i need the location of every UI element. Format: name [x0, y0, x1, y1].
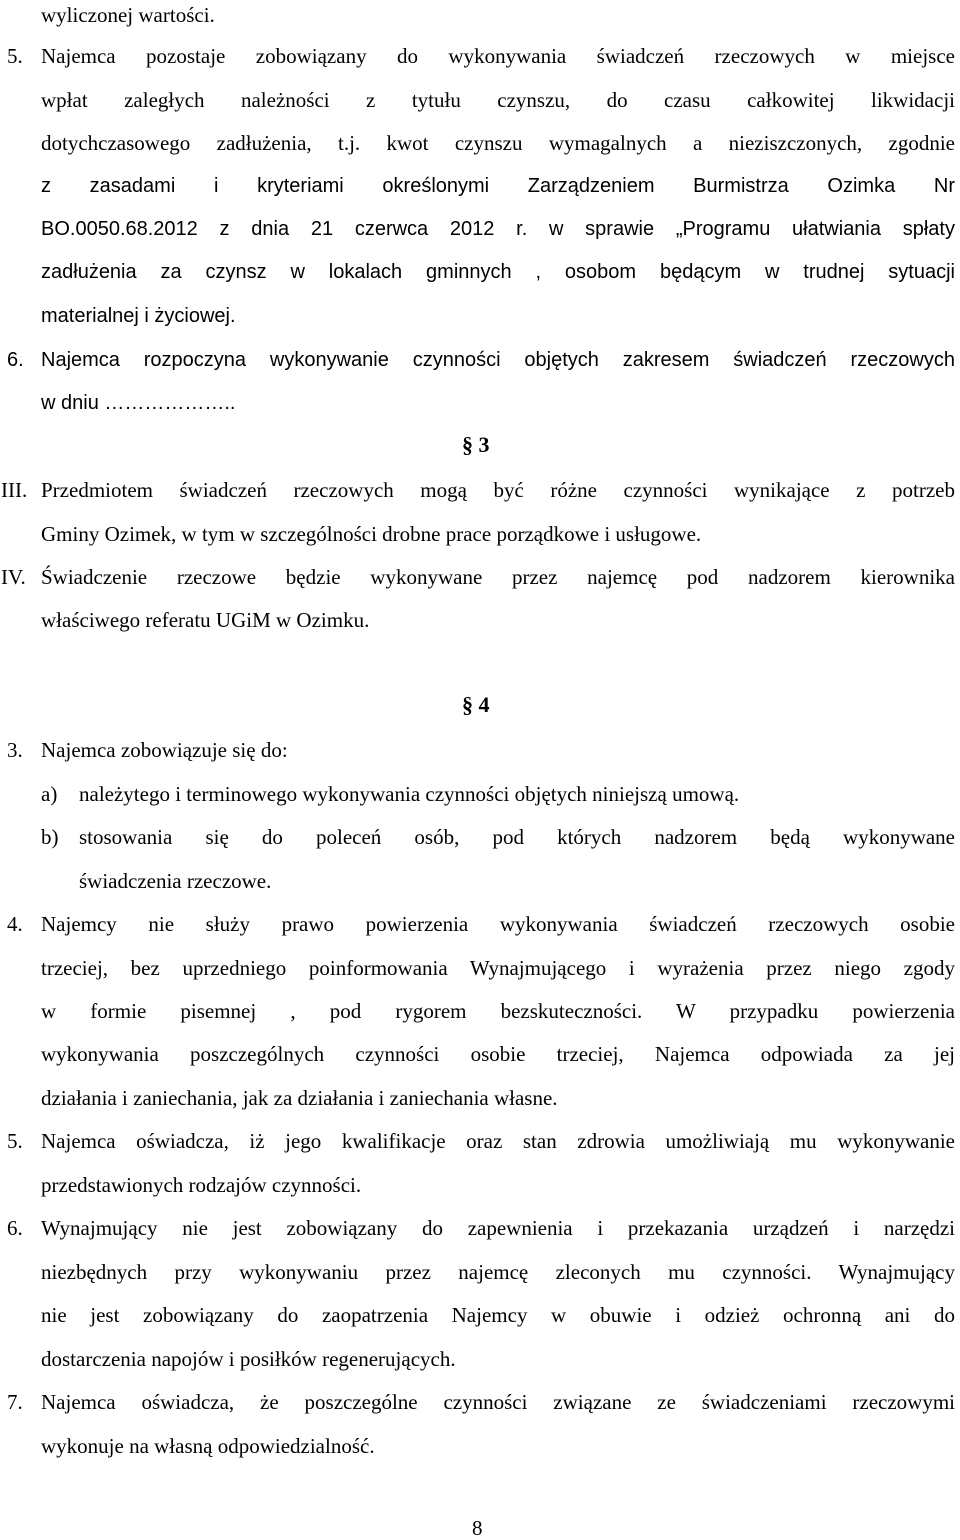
paragraph-line: BO.0050.68.2012 z dnia 21 czerwca 2012 r. w sprawie „Programu ułatwiania spłaty [41, 218, 955, 240]
section-heading [462, 432, 490, 458]
item-number: 5. [7, 1129, 23, 1153]
text-fragment: wyliczonej wartości. [41, 3, 215, 27]
paragraph-line: niezbędnych przy wykonywaniu przez najemcę zleconych mu czynności. Wynajmujący [41, 1260, 955, 1284]
paragraph-line: wpłat zaległych należności z tytułu czynszu, do czasu całkowitej likwidacji [41, 88, 955, 112]
paragraph-line: dotychczasowego zadłużenia, t.j. kwot czynszu wymagalnych a nieziszczonych, zgodnie [41, 131, 955, 155]
paragraph-line: właściwego referatu UGiM w Ozimku. [41, 608, 370, 632]
section-symbol: § [462, 432, 473, 457]
paragraph-line: nie jest zobowiązany do zaopatrzenia Najemcy w obuwie i odzież ochronną ani do [41, 1303, 955, 1327]
item-number: 5. [7, 44, 23, 68]
paragraph-line: Świadczenie rzeczowe będzie wykonywane przez najemcę pod nadzorem kierownika [41, 565, 955, 589]
sub-item-letter: a) [41, 782, 58, 806]
section-number: 3 [478, 432, 490, 457]
paragraph-line: Najemca rozpoczyna wykonywanie czynności objętych zakresem świadczeń rzeczowych [41, 349, 955, 371]
item-number: 6. [7, 349, 24, 371]
section-heading [462, 692, 490, 718]
paragraph-line: trzeciej, bez uprzedniego poinformowania Wynajmującego i wyrażenia przez niego zgody [41, 956, 955, 980]
paragraph-line: w dniu ……………….. [41, 392, 236, 414]
paragraph-line: Najemca pozostaje zobowiązany do wykonywania świadczeń rzeczowych w miejsce [41, 44, 955, 68]
page-number: 8 [472, 1516, 483, 1540]
item-number: 6. [7, 1216, 23, 1240]
paragraph-line: dostarczenia napojów i posiłków regenerujących. [41, 1347, 456, 1371]
item-number: 4. [7, 912, 23, 936]
section-number: 4 [478, 692, 490, 717]
paragraph-line: Najemca oświadcza, iż jego kwalifikacje oraz stan zdrowia umożliwiają mu wykonywanie [41, 1129, 955, 1153]
paragraph-line: Wynajmujący nie jest zobowiązany do zapewnienia i przekazania urządzeń i narzędzi [41, 1216, 955, 1240]
paragraph-line: Najemca zobowiązuje się do: [41, 738, 288, 762]
paragraph-line: Najemca oświadcza, że poszczególne czynności związane ze świadczeniami rzeczowymi [41, 1390, 955, 1414]
paragraph-line: materialnej i życiowej. [41, 305, 236, 327]
paragraph-line: działania i zaniechania, jak za działania i zaniechania własne. [41, 1086, 558, 1110]
paragraph-line: przedstawionych rodzajów czynności. [41, 1173, 362, 1197]
item-number: 3. [7, 738, 23, 762]
paragraph-line: w formie pisemnej , pod rygorem bezskuteczności. W przypadku powierzenia [41, 999, 955, 1023]
paragraph-line: świadczenia rzeczowe. [79, 869, 272, 893]
item-number: 7. [7, 1390, 23, 1414]
paragraph-line: Najemcy nie służy prawo powierzenia wykonywania świadczeń rzeczowych osobie [41, 912, 955, 936]
item-number: III. [1, 478, 28, 502]
paragraph-line: wykonywania poszczególnych czynności osobie trzeciej, Najemca odpowiada za jej [41, 1042, 955, 1066]
section-symbol: § [462, 692, 473, 717]
paragraph-line: zadłużenia za czynsz w lokalach gminnych , osobom będącym w trudnej sytuacji [41, 261, 955, 283]
paragraph-line: z zasadami i kryteriami określonymi Zarządzeniem Burmistrza Ozimka Nr [41, 175, 955, 197]
sub-item-letter: b) [41, 825, 59, 849]
paragraph-line: należytego i terminowego wykonywania czynności objętych niniejszą umową. [79, 782, 740, 806]
paragraph-line: wykonuje na własną odpowiedzialność. [41, 1434, 375, 1458]
paragraph-line: stosowania się do poleceń osób, pod których nadzorem będą wykonywane [79, 825, 955, 849]
item-number: IV. [1, 565, 26, 589]
paragraph-line: Gminy Ozimek, w tym w szczególności drobne prace porządkowe i usługowe. [41, 522, 702, 546]
paragraph-line: Przedmiotem świadczeń rzeczowych mogą być różne czynności wynikające z potrzeb [41, 478, 955, 502]
